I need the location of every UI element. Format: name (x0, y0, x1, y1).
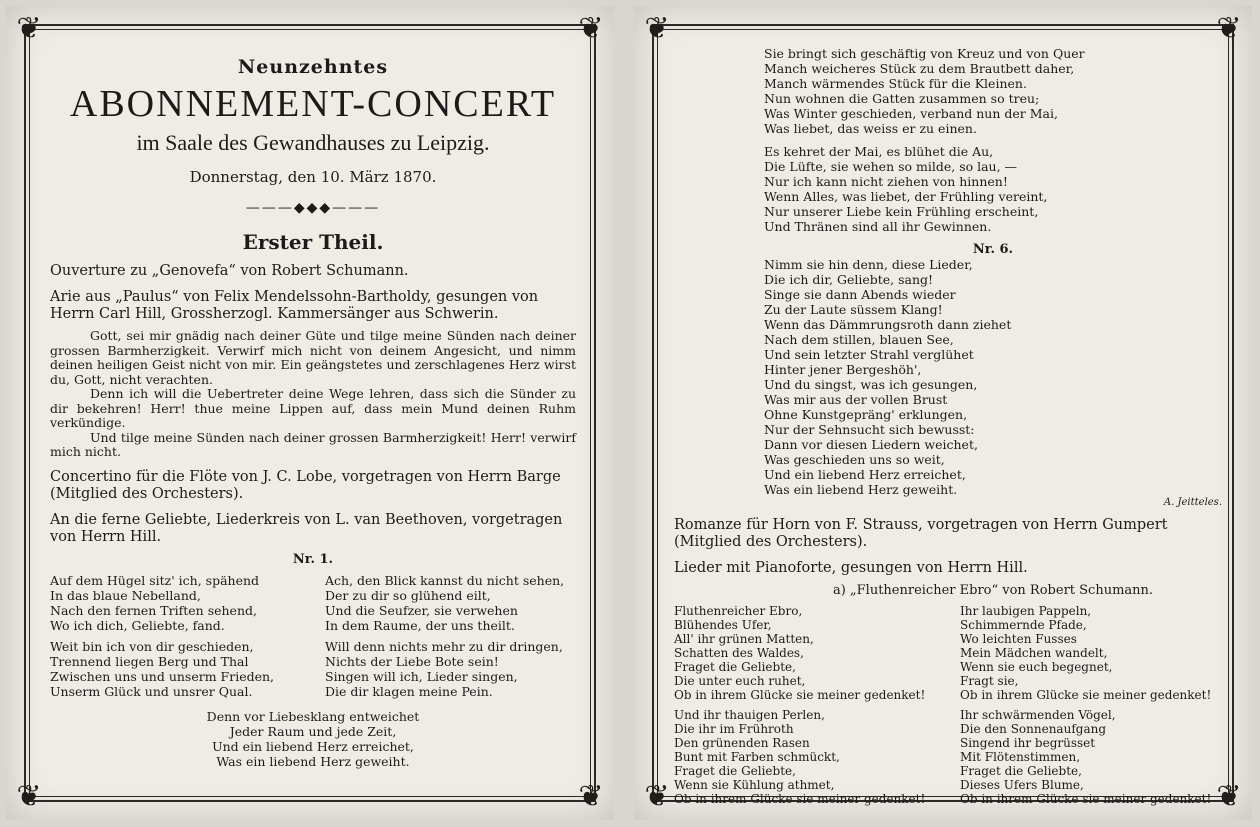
song-column (674, 604, 936, 812)
poem-stanza: Es kehret der Mai, es blühet die Au, Die Lüfte, sie wehen so milde, so lau, — Nur ich kann nicht ziehen von hinnen! Wenn Alles, was liebet, der Frühling vereint, Nur unserer Liebe kein Frühling erscheint, Und Thränen sind all ihr Gewinnen. (764, 144, 1048, 234)
poem-block (764, 257, 1222, 497)
song-column (960, 604, 1222, 812)
corner-ornament-icon: ❦ (16, 779, 42, 814)
program-page-left (6, 6, 614, 820)
program-item-aria: Arie aus „Paulus“ von Felix Mendelssohn-Bartholdy, gesungen von Herrn Carl Hill, Grossherzogl. Kammersänger aus Schwerin. (50, 289, 539, 322)
corner-ornament-icon: ❦ (644, 11, 670, 46)
program-item-overture: Ouverture zu „Genovefa“ von Robert Schumann. (50, 263, 409, 279)
song-stanza: Auf dem Hügel sitz' ich, spähend In das blaue Nebelland, Nach den fernen Triften sehend, Wo ich dich, Geliebte, fand. (50, 572, 260, 633)
poem-block (764, 46, 1222, 234)
corner-ornament-icon: ❦ (1216, 11, 1242, 46)
poem-stanza: Nimm sie hin denn, diese Lieder, Die ich dir, Geliebte, sang! Singe sie dann Abends wieder Zu der Laute süssem Klang! Wenn das Dämmrungsroth dann ziehet Nach dem stillen, blauen See, Und sein letzter Strahl verglühet Hinter jener Bergeshöh', Und du singst, was ich gesungen, Was mir aus der vollen Brust Ohne Kunstgepräng' erklungen, Nur der Sehnsucht sich bewusst: Dann vor diesen Liedern weichet, Was geschieden uns so weit, Und ein liebend Herz erreichet, Was ein liebend Herz geweiht. (764, 257, 1012, 497)
program-item-lieder: Lieder mit Pianoforte, gesungen von Herrn Hill. (674, 560, 1028, 576)
divider-ornament: ———◆◆◆——— (245, 200, 381, 216)
song-subtitle: a) „Fluthenreicher Ebro“ von Robert Schumann. (832, 583, 1154, 598)
aria-paragraph: Und tilge meine Sünden nach deiner grossen Barmherzigkeit! Herr! verwirf mich nicht. (50, 429, 576, 459)
song-stanza: Ach, den Blick kannst du nicht sehen, Der zu dir so glühend eilt, Und die Seufzer, sie verwehen In dem Raume, der uns theilt. (325, 572, 565, 633)
poem-author: A. Jeitteles. (1163, 497, 1222, 508)
aria-paragraph: Denn ich will die Uebertreter deine Wege lehren, dass sich die Sünder zu dir bekehren! Herr! thue meine Lippen auf, dass mein Mund deinen Ruhm verkündige. (50, 386, 576, 430)
concert-title: ABONNEMENT-CONCERT (69, 83, 557, 125)
song-stanza: Weit bin ich von dir geschieden, Trennend liegen Berg und Thal Zwischen uns und unserm Frieden, Unserm Glück und unsrer Qual. (50, 638, 275, 699)
song-column (50, 573, 301, 705)
song-number: Nr. 6. (972, 242, 1014, 257)
concert-number: Neunzehntes (237, 56, 389, 78)
program-page-right (634, 6, 1252, 820)
song-stanza: Will denn nichts mehr zu dir dringen, Nichts der Liebe Bote sein! Singen will ich, Lieder singen, Die dir klagen meine Pein. (325, 638, 563, 699)
corner-ornament-icon: ❦ (578, 11, 604, 46)
song-columns (674, 604, 1222, 812)
song-closing-stanza: Denn vor Liebesklang entweichet Jeder Raum und jede Zeit, Und ein liebend Herz erreichet, Was ein liebend Herz geweiht. (206, 708, 420, 769)
right-page-content (674, 46, 1222, 812)
song-stanza: Und ihr thauigen Perlen, Die ihr im Frühroth Den grünenden Rasen Bunt mit Farben schmückt, Fraget die Geliebte, Wenn sie Kühlung athmet, Ob in ihrem Glücke sie meiner gedenket! (674, 708, 926, 806)
program-item-romanze: Romanze für Horn von F. Strauss, vorgetragen von Herrn Gumpert (Mitglied des Orchesters). (674, 517, 1168, 550)
corner-ornament-icon: ❦ (578, 779, 604, 814)
aria-text (50, 329, 576, 460)
concert-venue: im Saale des Gewandhauses zu Leipzig. (136, 130, 490, 155)
song-stanza: Ihr laubigen Pappeln, Schimmernde Pfade, Wo leichten Fusses Mein Mädchen wandelt, Wenn sie euch begegnet, Fragt sie, Ob in ihrem Glücke sie meiner gedenket! (960, 604, 1212, 702)
part-heading: Erster Theil. (242, 230, 384, 254)
corner-ornament-icon: ❦ (16, 11, 42, 46)
song-column (325, 573, 576, 705)
left-page-content (50, 56, 576, 769)
song-number: Nr. 1. (292, 551, 334, 567)
program-item-concertino: Concertino für die Flöte von J. C. Lobe, vorgetragen von Herrn Barge (Mitglied des Orchesters). (50, 468, 561, 502)
program-item-liederkreis: An die ferne Geliebte, Liederkreis von L. van Beethoven, vorgetragen von Herrn Hill. (50, 511, 563, 545)
poem-stanza: Sie bringt sich geschäftig von Kreuz und von Quer Manch weicheres Stück zu dem Brautbett daher, Manch wärmendes Stück für die Kleinen. Nun wohnen die Gatten zusammen so treu; Was Winter geschieden, verband nun der Mai, Was liebet, das weiss er zu einen. (764, 46, 1085, 136)
song-stanza: Ihr schwärmenden Vögel, Die den Sonnenaufgang Singend ihr begrüsset Mit Flötenstimmen, Fraget die Geliebte, Dieses Ufers Blume, Ob in ihrem Glücke sie meiner gedenket! (960, 708, 1212, 806)
song-columns (50, 573, 576, 705)
song-stanza: Fluthenreicher Ebro, Blühendes Ufer, All' ihr grünen Matten, Schatten des Waldes, Fraget die Geliebte, Die unter euch ruhet, Ob in ihrem Glücke sie meiner gedenket! (674, 604, 926, 702)
corner-ornament-icon: ❦ (644, 779, 670, 814)
corner-ornament-icon: ❦ (1216, 779, 1242, 814)
concert-date: Donnerstag, den 10. März 1870. (189, 168, 437, 186)
aria-paragraph: Gott, sei mir gnädig nach deiner Güte und tilge meine Sünden nach deiner grossen Barmherzigkeit. Verwirf mich nicht von deinem Angesicht, und nimm deinen heiligen Geist nicht von mir. Ein geängstetes und zerschlagenes Herz wirst du, Gott, nicht verachten. (50, 328, 576, 387)
